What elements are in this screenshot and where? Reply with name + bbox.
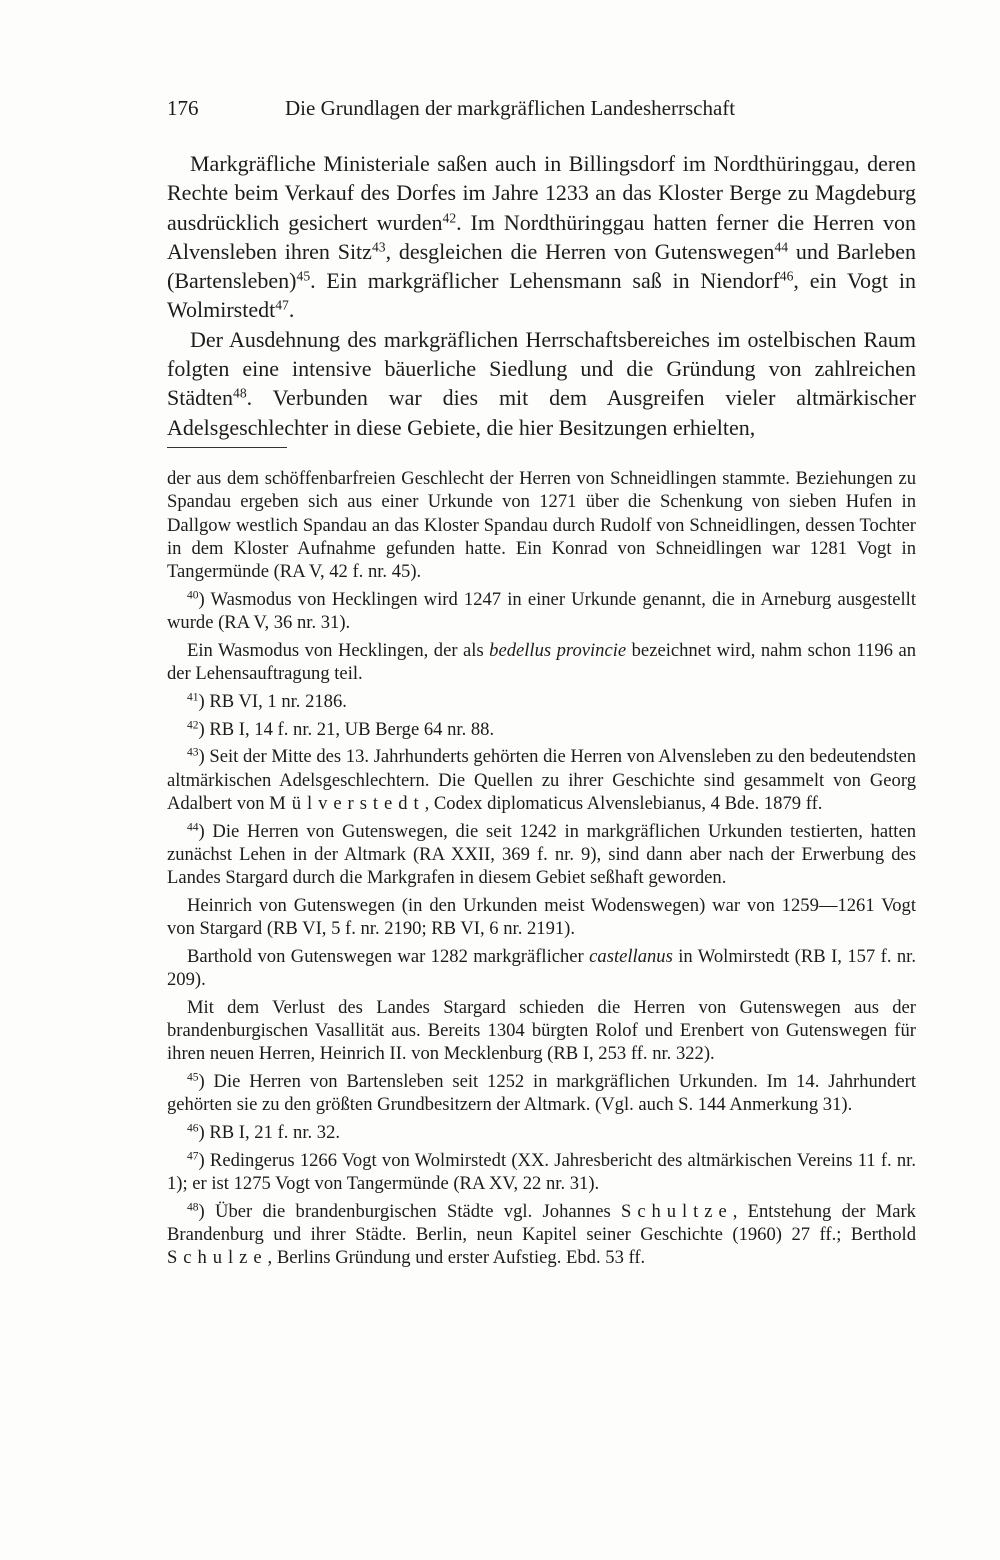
main-text [167,149,916,442]
footnote-42: $^{42}$) RB I, 14 f. nr. 21, UB Berge 64 nr. 88. [187,718,495,740]
page-number: 176 [167,96,199,120]
footnote-41: $^{41}$) RB VI, 1 nr. 2186. [187,690,347,712]
footnote-ref: 42 [442,210,457,226]
body-paragraph-1: Markgräfliche Ministeriale saßen auch in Billingsdorf im Nordthüringgau, deren Rechte beim Verkauf des Dorfes im Jahre 1233 an das Kloster Berge zu Magdeburg ausdrücklich gesichert wurden$^{42}$. Im Nordthüringgau hatten ferner die Herren von Alvensleben ihren Sitz$^{43}$, desgleichen die Herren von Gutenswegen$^{44}$ und Barleben (Bartensleben)$^{45}$. Ein markgräflicher Lehensmann saß in Niendorf$^{46}$, ein Vogt in Wolmirstedt$^{47}$. [167,151,917,323]
footnote-separator [167,447,287,448]
footnote-39-continuation: der aus dem schöffenbarfreien Geschlecht der Herren von Schneidlingen stammte. Beziehungen zu Spandau ergeben sich aus einer Urkunde von 1271 über die Schenkung von sieben Hufen in Dallgow westlich Spandau an das Kloster Spandau durch Rudolf von Schneidlingen, dessen Tochter in dem Kloster Aufnahme gefunden hatte. Ein Konrad von Schneidlingen war 1281 Vogt in Tangermünde (RA V, 42 f. nr. 45). [167,468,916,583]
footnote-ref: 46 [779,268,794,284]
footnote-40-paragraph-2: Ein Wasmodus von Hecklingen, der als bedellus provincie bezeichnet wird, nahm schon 1196 an der Lehensauftragung teil. [167,639,917,685]
footnote-ref: 44 [774,239,789,255]
footnote-ref: 48 [233,385,247,401]
footnote-43: $^{43}$) Seit der Mitte des 13. Jahrhunderts gehörten die Herren von Alvensleben zu den bedeutendsten altmärkischen Adelsgeschlechtern. Die Quellen zu ihrer Geschichte sind gesammelt von Georg Adalbert von Mülverstedt, Codex diplomaticus Alvenslebianus, 4 Bde. 1879 ff. [167,746,916,814]
footnote-46: $^{46}$) RB I, 21 f. nr. 32. [187,1122,341,1144]
footnote-44-paragraph-4: Mit dem Verlust des Landes Stargard schieden die Herren von Gutenswegen aus der brandenburgischen Vasallität aus. Bereits 1304 bürgten Rolof und Erenbert von Gutenswegen für ihren neuen Herren, Heinrich II. von Mecklenburg (RB I, 253 ff. nr. 322). [167,996,916,1065]
footnote-44-paragraph-3: Barthold von Gutenswegen war 1282 markgräflicher castellanus in Wolmirstedt (RB I, 157 f. nr. 209). [167,945,916,991]
footnote-45: $^{45}$) Die Herren von Bartensleben seit 1252 in markgräflichen Urkunden. Im 14. Jahrhundert gehörten sie zu den größten Grundbesitzern der Altmark. (Vgl. auch S. 144 Anmerkung 31). [167,1071,916,1116]
body-paragraph-2: Der Ausdehnung des markgräflichen Herrschaftsbereiches im ostelbischen Raum folgten eine intensive bäuerliche Siedlung und die Gründung von zahlreichen Städten$^{48}$. Verbunden war dies mit dem Ausgreifen vieler altmärkischer Adelsgeschlechter in diese Gebiete, die hier Besitzungen erhielten, [167,326,916,440]
running-title: Die Grundlagen der markgräflichen Landesherrschaft [285,96,736,120]
footnote-ref: 45 [296,268,311,284]
footnote-44: $^{44}$) Die Herren von Gutenswegen, die seit 1242 in markgräflichen Urkunden testierten, hatten zunächst Lehen in der Altmark (RA XXII, 369 f. nr. 9), sind dann aber nach der Erwerbung des Landes Stargard durch die Markgrafen in diesem Gebiet seßhaft geworden. [167,820,916,889]
footnotes [167,467,916,1274]
footnote-40: $^{40}$) Wasmodus von Hecklingen wird 1247 in einer Urkunde genannt, die in Arneburg ausgestellt wurde (RA V, 36 nr. 31). [167,588,916,634]
footnote-ref: 43 [371,239,386,255]
footnote-ref: 47 [275,297,289,313]
running-header [167,96,917,121]
footnote-47: $^{47}$) Redingerus 1266 Vogt von Wolmirstedt (XX. Jahresbericht des altmärkischen Vereins 11 f. nr. 1); er ist 1275 Vogt von Tangermünde (RA XV, 22 nr. 31). [167,1149,916,1194]
footnote-48: $^{48}$) Über die brandenburgischen Städte vgl. Johannes Schultze, Entstehung der Mark Brandenburg und ihrer Städte. Berlin, neun Kapitel seiner Geschichte (1960) 27 ff.; Berthold Schulze, Berlins Gründung und erster Aufstieg. Ebd. 53 ff. [167,1200,916,1269]
footnote-44-paragraph-2: Heinrich von Gutenswegen (in den Urkunden meist Wodenswegen) war von 1259—1261 Vogt von Stargard (RB VI, 5 f. nr. 2190; RB VI, 6 nr. 2191). [167,894,916,940]
